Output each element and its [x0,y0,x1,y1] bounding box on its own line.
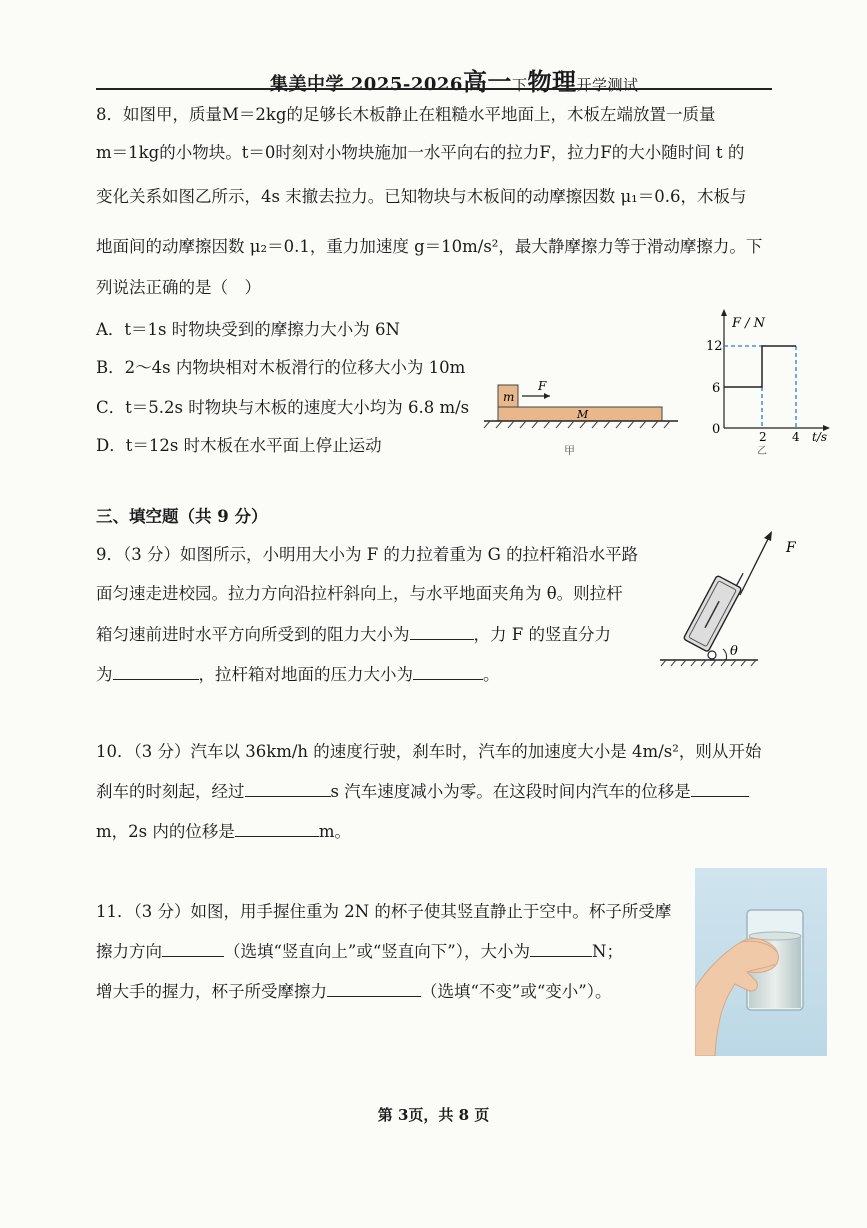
y-axis-arrow [721,309,727,316]
q11-line-3-b: （选填“不变”或“变小”）。 [421,982,612,1001]
header-school: 集美中学 2025-2026 [270,74,463,95]
q11-line-2-b: （选填“竖直向上”或“竖直向下”），大小为 [224,942,530,961]
q10-blank-displacement[interactable] [691,795,749,797]
q8-option-b: B．2～4s 内物块相对木板滑行的位移大小为 10m [96,358,466,377]
angle-arc [723,649,727,660]
q10-line-2-a: 刹车的时刻起，经过 [96,782,245,801]
q9-blank-pressure[interactable] [413,678,483,680]
q9-blank-vertical-force[interactable] [113,678,199,680]
q11-line-1: 11．（3 分）如图，用手握住重为 2N 的杯子使其竖直静止于空中。杯子所受摩 [96,902,672,921]
q10-line-3-b: m。 [318,822,352,841]
q10-blank-2s-displacement[interactable] [235,835,319,837]
q10-blank-time[interactable] [245,795,331,797]
y-axis-label: F / N [732,316,766,331]
q9-line-4-c: 。 [483,665,500,684]
q8-line-4: 地面间的动摩擦因数 μ₂＝0.1，重力加速度 g＝10m/s²，最大静摩擦力等于滑动摩擦力。下 [96,237,763,256]
pull-force-arrow [740,535,770,595]
q9-blank-resistance[interactable] [410,638,474,640]
q9-line-4-a: 为 [96,665,113,684]
figure-a-caption: 甲 [564,444,575,457]
header-test: 开学测试 [576,76,639,94]
header-grade: 高一 [462,67,512,96]
q8-option-a: A．t＝1s 时物块受到的摩擦力大小为 6N [96,320,400,339]
pull-arrowhead [764,531,772,541]
pull-force-label: F [786,540,796,556]
q11-blank-direction[interactable] [162,955,224,957]
q8-line-3: 变化关系如图乙所示，4s 末撤去拉力。已知物块与木板间的动摩擦因数 μ₁＝0.6，木板与 [96,187,747,206]
photo-drawing [695,868,827,1056]
q8-option-d: D．t＝12s 时木板在水平面上停止运动 [96,436,382,455]
q8-line-2: m＝1kg的小物块。t＝0时刻对小物块施加一水平向右的拉力F，拉力F的大小随时间 t 的 [96,143,745,162]
board-label: M [577,408,589,421]
hand-holding-glass-photo [695,868,827,1056]
q9-line-4-b: ，拉杆箱对地面的压力大小为 [198,665,413,684]
force-arrowhead [544,393,550,399]
force-time-line [724,346,796,387]
x-axis-label: t/s [812,430,828,444]
y-tick-12: 12 [706,339,723,354]
y-tick-0: 0 [712,422,721,437]
q10-line-2 [96,778,749,802]
ground-hatch [661,660,756,666]
ground-hatch [484,421,670,428]
q8-line-5: 列说法正确的是（ ） [96,278,261,297]
section-3-title: 三、填空题（共 9 分） [96,507,268,526]
block-label: m [503,390,515,404]
q10-line-2-b: s 汽车速度减小为零。在这段时间内汽车的位移是 [330,782,691,801]
q9-line-3-a: 箱匀速前进时水平方向所受到的阻力大小为 [96,625,410,644]
header-subject: 物理 [527,67,577,96]
suitcase [683,563,748,652]
y-tick-6: 6 [712,381,721,396]
page-footer: 第 3页，共 8 页 [377,1106,490,1124]
q8-line-1: 8．如图甲，质量M＝2kg的足够长木板静止在粗糙水平地面上，木板左端放置一质量 [96,105,716,124]
q10-line-1: 10．（3 分）汽车以 36km/h 的速度行驶，刹车时，汽车的加速度大小是 4m/s²，则从开始 [96,742,762,761]
q8-option-c: C．t＝5.2s 时物块与木板的速度大小均为 6.8 m/s [96,398,470,417]
q9-line-1: 9．（3 分）如图所示，小明用大小为 F 的力拉着重为 G 的拉杆箱沿水平路 [96,545,639,564]
q9-figure [650,525,810,675]
page-header [270,62,638,97]
q11-line-2-a: 擦力方向 [96,942,162,961]
q11-line-2 [96,938,623,962]
figure-b-caption: 乙 [757,446,767,455]
q9-line-3 [96,621,611,645]
q11-blank-magnitude[interactable] [530,955,592,957]
q8-figure-b [700,305,845,455]
x-tick-2: 2 [759,430,767,444]
q11-line-2-c: N； [592,942,623,961]
x-tick-4: 4 [792,430,800,444]
header-rule [96,88,772,90]
q8-figure-a [478,370,678,460]
force-label: F [538,379,547,393]
q11-line-3-a: 增大手的握力，杯子所受摩擦力 [96,982,327,1001]
q11-line-3 [96,978,612,1002]
q9-line-4 [96,661,500,685]
header-lower: 下 [511,76,528,94]
angle-label: θ [730,644,738,659]
suitcase-wheel [708,651,716,659]
q11-blank-change[interactable] [327,995,421,997]
q9-line-3-b: ，力 F 的竖直分力 [473,625,611,644]
q10-line-3 [96,818,351,842]
q9-line-2: 面匀速走进校园。拉力方向沿拉杆斜向上，与水平地面夹角为 θ。则拉杆 [96,584,623,603]
q10-line-3-a: m，2s 内的位移是 [96,822,235,841]
